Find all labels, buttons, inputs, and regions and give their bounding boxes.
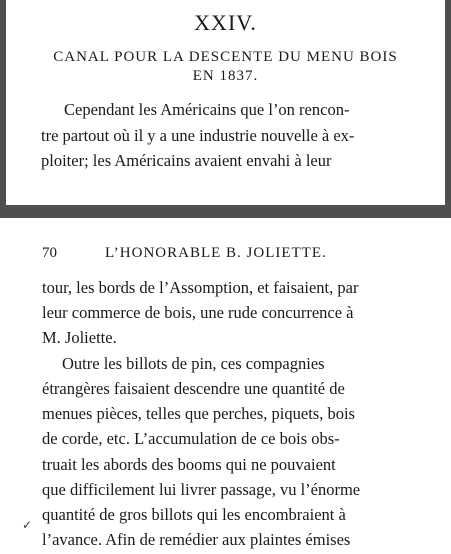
paragraph-line: M. Joliette. — [42, 328, 117, 347]
paragraph-line: menues pièces, telles que perches, piquets, bois — [42, 404, 355, 423]
paragraph-line: tour, les bords de l’Assomption, et faisaient, par — [42, 278, 359, 297]
ink-speck: ✓ — [22, 518, 33, 532]
paragraph-line: de corde, etc. L’accumulation de ce bois obs- — [42, 429, 340, 448]
page-divider — [0, 205, 451, 218]
chapter-title-line-1: CANAL POUR LA DESCENTE DU MENU BOIS — [53, 49, 398, 65]
paragraph-line: Outre les billots de pin, ces compagnies — [62, 354, 325, 373]
page-number: 70 — [42, 245, 57, 261]
running-head: L’HONORABLE B. JOLIETTE. — [105, 245, 327, 261]
paragraph-line: que difficilement lui livrer passage, vu l’énorme — [42, 480, 361, 499]
chapter-number: XXIV. — [194, 10, 257, 35]
paragraph-line: étrangères faisaient descendre une quantité de — [42, 379, 345, 398]
scan-edge-right — [445, 0, 451, 205]
paragraph-line: quantité de gros billots qui les encombraient à — [42, 505, 346, 524]
paragraph-line: Cependant les Américains que l’on rencon- — [64, 100, 350, 119]
paragraph-line: truait les abords des booms qui ne pouvaient — [42, 455, 336, 474]
paragraph-line: tre partout où il y a une industrie nouvelle à ex- — [41, 126, 355, 145]
chapter-title-line-2: EN 1837. — [192, 68, 259, 84]
paragraph-line: l’avance. Afin de remédier aux plaintes émises — [42, 530, 351, 549]
bottom-page — [0, 218, 451, 554]
top-page — [6, 0, 445, 205]
paragraph-line: ploiter; les Américains avaient envahi à leur — [41, 151, 332, 170]
paragraph-line: leur commerce de bois, une rude concurrence à — [42, 303, 354, 322]
